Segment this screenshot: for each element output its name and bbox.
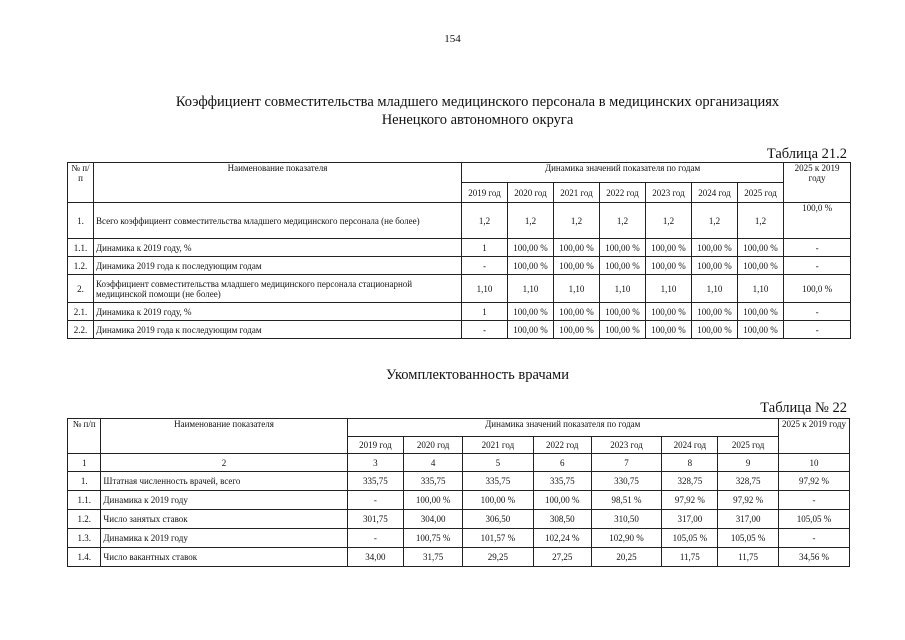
row-value: 100,00 %: [692, 303, 738, 321]
row-2025-vs-2019: 34,56 %: [779, 548, 850, 567]
row-value: 100,00 %: [554, 321, 600, 339]
row-value: 100,00 %: [646, 303, 692, 321]
row-value: 97,92 %: [662, 491, 718, 510]
header-year: 2021 год: [462, 437, 533, 454]
row-value: 100,00 %: [533, 491, 591, 510]
table-row: [68, 257, 851, 275]
row-value: 100,00 %: [508, 321, 554, 339]
header-year: 2025 год: [718, 437, 779, 454]
row-number: 1.4.: [68, 548, 101, 567]
row-name: Коэффициент совместительства младшего медицинского персонала стационарной медицинской помощи (не более): [94, 275, 462, 303]
table-22: [67, 418, 850, 567]
row-value: 330,75: [591, 472, 662, 491]
row-value: 20,25: [591, 548, 662, 567]
column-index: 3: [347, 454, 404, 472]
row-value: 1,10: [554, 275, 600, 303]
row-value: 1,2: [646, 203, 692, 239]
row-value: 1,2: [692, 203, 738, 239]
table-row: [68, 529, 850, 548]
row-value: 101,57 %: [462, 529, 533, 548]
row-value: 100,00 %: [600, 321, 646, 339]
row-value: 100,00 %: [738, 303, 784, 321]
header-year: 2020 год: [508, 183, 554, 203]
header-dynamics: Динамика значений показателя по годам: [462, 163, 784, 183]
row-value: 1,2: [554, 203, 600, 239]
row-value: -: [347, 491, 404, 510]
row-value: 34,00: [347, 548, 404, 567]
row-number: 1.1.: [68, 239, 94, 257]
row-name: Всего коэффициент совместительства младшего медицинского персонала (не более): [94, 203, 462, 239]
row-2025-vs-2019: -: [779, 529, 850, 548]
header-name: Наименование показателя: [101, 419, 347, 454]
row-value: 100,00 %: [554, 257, 600, 275]
row-value: 306,50: [462, 510, 533, 529]
section1-title-line1: Коэффициент совместительства младшего медицинского персонала в медицинских организациях: [175, 94, 780, 110]
row-number: 1.: [68, 203, 94, 239]
header-num: № п/п: [68, 419, 101, 454]
row-name: Динамика к 2019 году, %: [94, 303, 462, 321]
row-value: 335,75: [404, 472, 463, 491]
section2-title: Укомплектованность врачами: [386, 367, 569, 383]
header-2025-vs-2019: 2025 к 2019 году: [784, 163, 851, 203]
row-value: 301,75: [347, 510, 404, 529]
row-value: 335,75: [533, 472, 591, 491]
row-name: Динамика к 2019 году, %: [94, 239, 462, 257]
row-value: 1,10: [462, 275, 508, 303]
row-value: 100,00 %: [404, 491, 463, 510]
page-number: 154: [444, 33, 461, 45]
row-2025-vs-2019: -: [784, 303, 851, 321]
row-2025-vs-2019: 100,0 %: [784, 203, 851, 239]
row-value: 100,00 %: [692, 321, 738, 339]
row-value: 1: [462, 303, 508, 321]
row-2025-vs-2019: -: [784, 321, 851, 339]
header-num: № п/п: [68, 163, 94, 203]
table1-caption: Таблица 21.2: [766, 146, 847, 162]
header-dynamics: Динамика значений показателя по годам: [347, 419, 779, 437]
row-value: 304,00: [404, 510, 463, 529]
row-value: 100,00 %: [738, 257, 784, 275]
row-value: 1,10: [738, 275, 784, 303]
row-name: Динамика 2019 года к последующим годам: [94, 321, 462, 339]
header-year: 2023 год: [646, 183, 692, 203]
table-row: [68, 491, 850, 510]
row-value: 100,00 %: [646, 257, 692, 275]
row-name: Динамика 2019 года к последующим годам: [94, 257, 462, 275]
row-2025-vs-2019: -: [784, 239, 851, 257]
row-value: 100,00 %: [508, 239, 554, 257]
row-name: Число вакантных ставок: [101, 548, 347, 567]
column-index: 5: [462, 454, 533, 472]
table-row: [68, 203, 851, 239]
header-year: 2023 год: [591, 437, 662, 454]
section1-title-line2: Ненецкого автономного округа: [381, 112, 574, 128]
row-value: 100,00 %: [600, 257, 646, 275]
row-value: 98,51 %: [591, 491, 662, 510]
row-value: 100,00 %: [508, 303, 554, 321]
row-value: 100,00 %: [692, 239, 738, 257]
column-index: 8: [662, 454, 718, 472]
row-name: Штатная численность врачей, всего: [101, 472, 347, 491]
row-value: 1,10: [646, 275, 692, 303]
row-value: 308,50: [533, 510, 591, 529]
row-name: Число занятых ставок: [101, 510, 347, 529]
row-value: 317,00: [718, 510, 779, 529]
row-value: 1,2: [738, 203, 784, 239]
table2-caption: Таблица № 22: [760, 400, 847, 416]
row-value: 328,75: [662, 472, 718, 491]
section1-title: [0, 93, 905, 129]
row-value: 100,00 %: [508, 257, 554, 275]
row-value: 1,10: [600, 275, 646, 303]
column-index: 10: [779, 454, 850, 472]
header-year: 2024 год: [692, 183, 738, 203]
row-value: 102,24 %: [533, 529, 591, 548]
row-value: -: [347, 529, 404, 548]
row-value: 100,00 %: [554, 303, 600, 321]
row-value: 31,75: [404, 548, 463, 567]
table-row: [68, 321, 851, 339]
row-number: 1.2.: [68, 257, 94, 275]
row-value: 1,10: [692, 275, 738, 303]
header-year: 2020 год: [404, 437, 463, 454]
row-value: 100,00 %: [738, 239, 784, 257]
row-value: 1,2: [462, 203, 508, 239]
header-year: 2022 год: [600, 183, 646, 203]
row-value: 100,00 %: [462, 491, 533, 510]
column-index: 2: [101, 454, 347, 472]
row-2025-vs-2019: -: [779, 491, 850, 510]
column-index: 4: [404, 454, 463, 472]
row-number: 1.2.: [68, 510, 101, 529]
row-value: 317,00: [662, 510, 718, 529]
row-2025-vs-2019: 100,0 %: [784, 275, 851, 303]
row-value: 335,75: [462, 472, 533, 491]
row-number: 1.1.: [68, 491, 101, 510]
row-value: -: [462, 257, 508, 275]
row-value: 29,25: [462, 548, 533, 567]
row-number: 1.3.: [68, 529, 101, 548]
row-value: 1,2: [508, 203, 554, 239]
column-index: 9: [718, 454, 779, 472]
row-value: 1,2: [600, 203, 646, 239]
row-value: 310,50: [591, 510, 662, 529]
row-2025-vs-2019: 105,05 %: [779, 510, 850, 529]
row-value: -: [462, 321, 508, 339]
row-value: 105,05 %: [718, 529, 779, 548]
row-value: 100,00 %: [600, 303, 646, 321]
row-2025-vs-2019: 97,92 %: [779, 472, 850, 491]
row-value: 100,00 %: [738, 321, 784, 339]
row-name: Динамика к 2019 году: [101, 491, 347, 510]
row-value: 100,00 %: [554, 239, 600, 257]
row-value: 100,00 %: [646, 321, 692, 339]
row-2025-vs-2019: -: [784, 257, 851, 275]
header-year: 2019 год: [462, 183, 508, 203]
header-year: 2022 год: [533, 437, 591, 454]
header-year: 2024 год: [662, 437, 718, 454]
row-value: 102,90 %: [591, 529, 662, 548]
row-value: 100,75 %: [404, 529, 463, 548]
header-2025-vs-2019: 2025 к 2019 году: [779, 419, 850, 454]
table-row: [68, 239, 851, 257]
row-value: 328,75: [718, 472, 779, 491]
row-value: 1,10: [508, 275, 554, 303]
header-year: 2021 год: [554, 183, 600, 203]
row-number: 2.1.: [68, 303, 94, 321]
column-index: 6: [533, 454, 591, 472]
header-year: 2025 год: [738, 183, 784, 203]
column-index: 7: [591, 454, 662, 472]
row-value: 335,75: [347, 472, 404, 491]
table-row: [68, 548, 850, 567]
row-number: 2.2.: [68, 321, 94, 339]
row-value: 11,75: [662, 548, 718, 567]
table-21-2: [67, 162, 851, 339]
table-row: [68, 275, 851, 303]
row-value: 105,05 %: [662, 529, 718, 548]
row-value: 100,00 %: [646, 239, 692, 257]
row-value: 11,75: [718, 548, 779, 567]
header-name: Наименование показателя: [94, 163, 462, 203]
row-value: 27,25: [533, 548, 591, 567]
row-number: 1.: [68, 472, 101, 491]
table-row: [68, 472, 850, 491]
row-value: 1: [462, 239, 508, 257]
header-year: 2019 год: [347, 437, 404, 454]
table-row: [68, 303, 851, 321]
row-number: 2.: [68, 275, 94, 303]
row-value: 97,92 %: [718, 491, 779, 510]
row-value: 100,00 %: [600, 239, 646, 257]
table-row: [68, 510, 850, 529]
column-index: 1: [68, 454, 101, 472]
row-value: 100,00 %: [692, 257, 738, 275]
row-name: Динамика к 2019 году: [101, 529, 347, 548]
